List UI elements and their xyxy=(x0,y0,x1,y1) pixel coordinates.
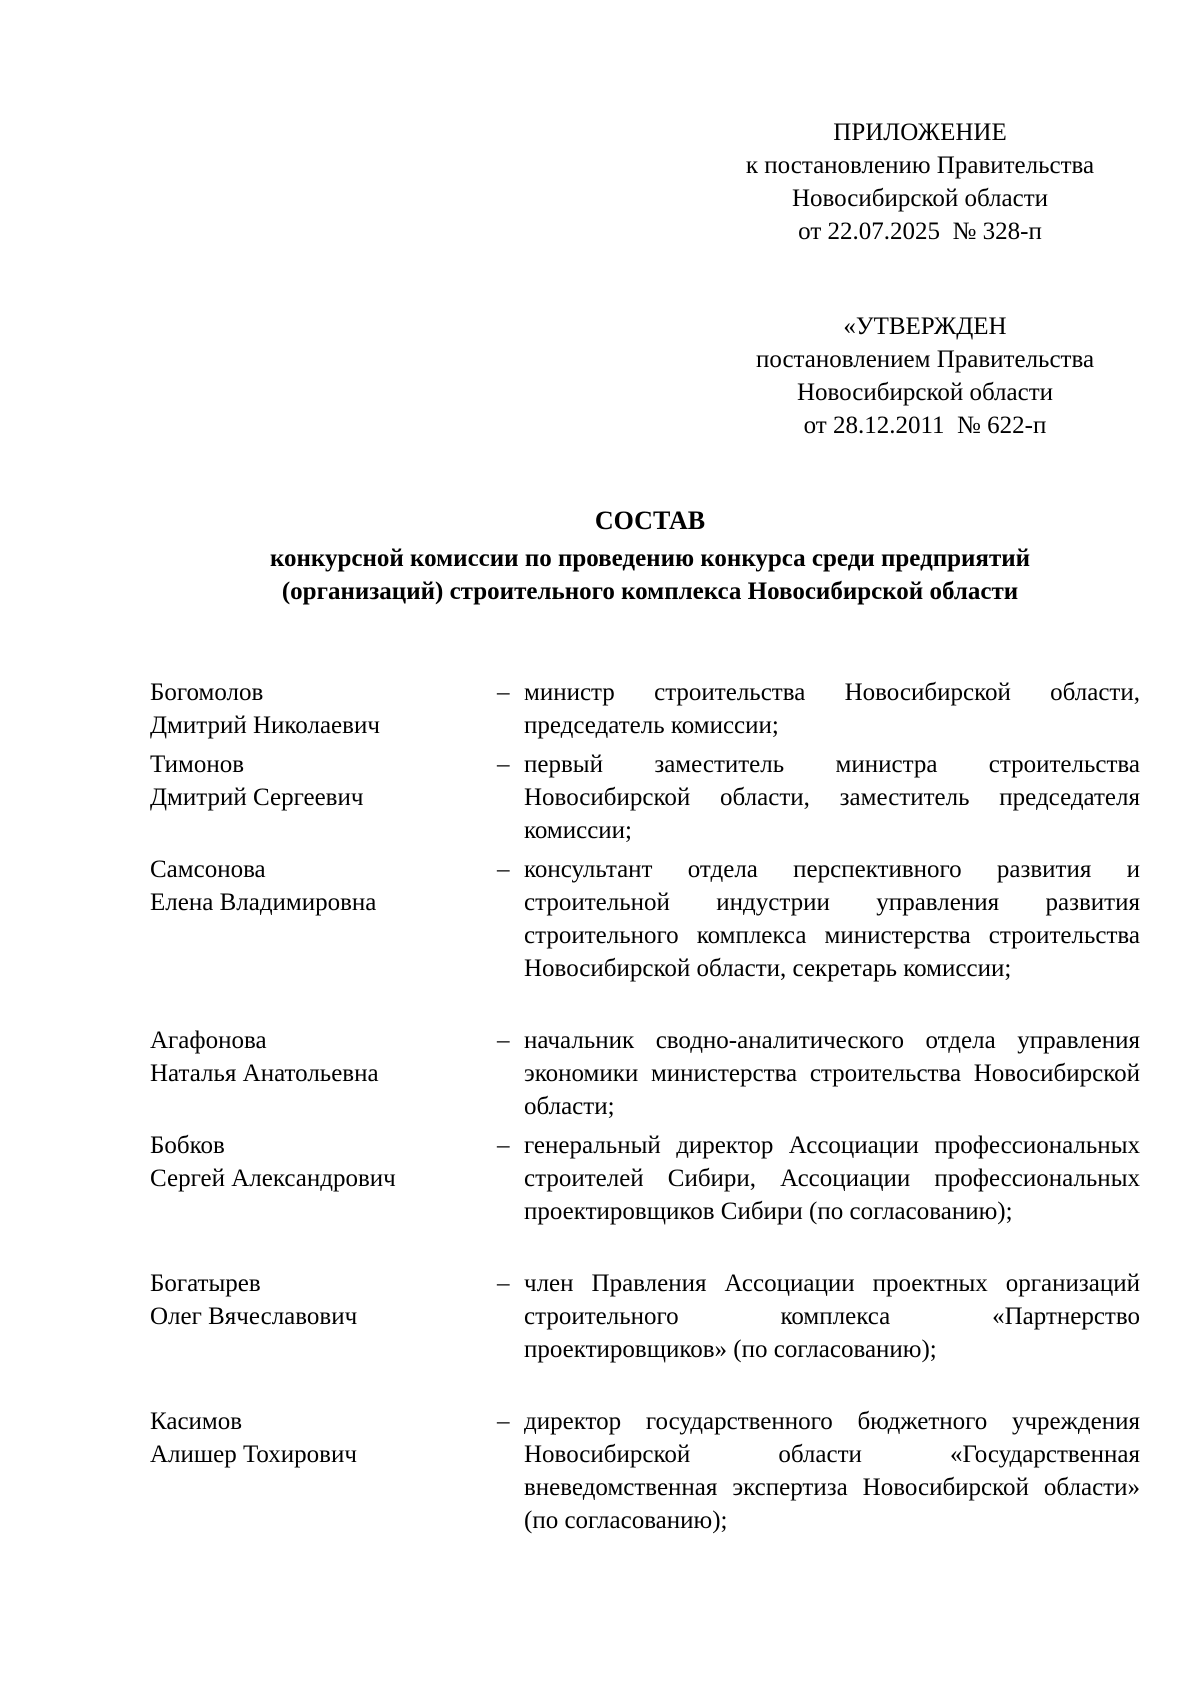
member-row xyxy=(150,1267,1140,1399)
appendix-line-1: к постановлению Правительства xyxy=(745,152,1095,179)
member-given-name: Сергей Александрович xyxy=(150,1165,396,1192)
member-role: первый заместитель министра строительства Новосибирской области, заместитель председателя комиссии; xyxy=(524,751,1140,844)
approved-line-2: Новосибирской области xyxy=(796,379,1054,406)
appendix-header xyxy=(735,116,1105,248)
member-given-name: Наталья Анатольевна xyxy=(150,1060,379,1087)
member-surname: Богатырев xyxy=(150,1270,261,1297)
approval-stamp-text xyxy=(740,310,1110,442)
member-given-name: Олег Вячеславович xyxy=(150,1303,358,1330)
member-role: генеральный директор Ассоциации профессиональных строителей Сибири, Ассоциации профессиональных проектировщиков Сибири (по согласованию); xyxy=(524,1132,1140,1225)
member-name xyxy=(150,748,480,814)
member-name xyxy=(150,1024,480,1090)
member-dash: – xyxy=(497,1408,510,1435)
member-row xyxy=(150,676,1140,742)
approved-title: «УТВЕРЖДЕН xyxy=(843,313,1007,340)
member-dash: – xyxy=(497,856,510,883)
member-name xyxy=(150,676,480,742)
member-role: директор государственного бюджетного учреждения Новосибирской области «Государственная вневедомственная экспертиза Новосибирской области» (по согласованию); xyxy=(524,1408,1140,1534)
member-given-name: Елена Владимировна xyxy=(150,889,377,916)
member-row xyxy=(150,853,1140,1018)
member-role: член Правления Ассоциации проектных организаций строительного комплекса «Партнерство проектировщиков» (по согласованию); xyxy=(524,1270,1140,1363)
member-surname: Богомолов xyxy=(150,679,264,706)
approved-line-1: постановлением Правительства xyxy=(755,346,1095,373)
heading-sub-line-1: конкурсной комиссии по проведению конкурса среди предприятий xyxy=(269,545,1031,572)
member-dash: – xyxy=(497,751,510,778)
document-heading xyxy=(150,504,1150,608)
member-name xyxy=(150,853,480,919)
member-role: консультант отдела перспективного развития и строительной индустрии управления развития строительного комплекса министерства строительства Новосибирской области, секретарь комиссии; xyxy=(524,856,1140,982)
heading-main: СОСТАВ xyxy=(594,506,706,535)
appendix-line-2: Новосибирской области xyxy=(791,185,1049,212)
member-surname: Касимов xyxy=(150,1408,243,1435)
member-surname: Самсонова xyxy=(150,856,266,883)
member-given-name: Дмитрий Николаевич xyxy=(150,712,380,739)
member-role: министр строительства Новосибирской области, председатель комиссии; xyxy=(524,679,1140,739)
member-dash: – xyxy=(497,1270,510,1297)
member-surname: Бобков xyxy=(150,1132,225,1159)
member-surname: Тимонов xyxy=(150,751,245,778)
heading-sub-line-2: (организаций) строительного комплекса Новосибирской области xyxy=(281,578,1019,605)
member-dash: – xyxy=(497,1027,510,1054)
member-row xyxy=(150,1405,1140,1537)
member-role: начальник сводно-аналитического отдела управления экономики министерства строительства Новосибирской области; xyxy=(524,1027,1140,1120)
member-dash: – xyxy=(497,1132,510,1159)
approved-line-3: от 28.12.2011 № 622-п xyxy=(803,412,1047,439)
member-given-name: Дмитрий Сергеевич xyxy=(150,784,364,811)
member-row xyxy=(150,1024,1140,1123)
appendix-title: ПРИЛОЖЕНИЕ xyxy=(833,119,1007,146)
commission-members-list xyxy=(150,676,1140,1543)
member-name xyxy=(150,1405,480,1471)
member-dash: – xyxy=(497,679,510,706)
member-surname: Агафонова xyxy=(150,1027,267,1054)
member-row xyxy=(150,748,1140,847)
member-name xyxy=(150,1129,480,1195)
appendix-line-3: от 22.07.2025 № 328-п xyxy=(798,218,1042,245)
member-row xyxy=(150,1129,1140,1261)
member-name xyxy=(150,1267,480,1333)
member-given-name: Алишер Тохирович xyxy=(150,1441,357,1468)
